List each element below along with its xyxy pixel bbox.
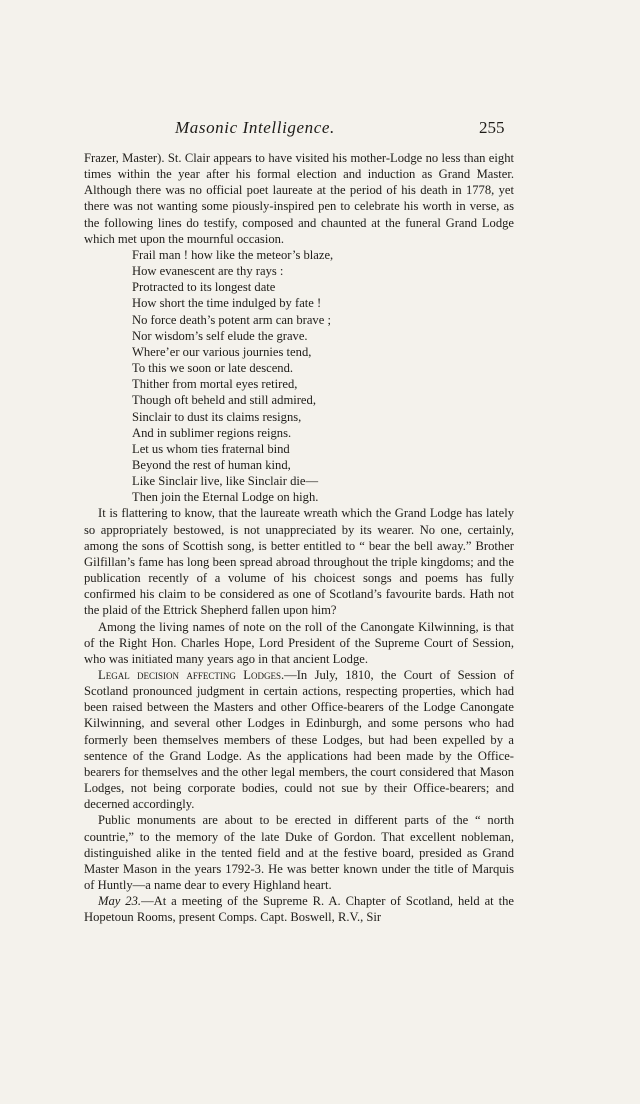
paragraph-canongate: Among the living names of note on the roll of the Canongate Kilwinning, is that of the Right Hon. Charles Hope, Lord President of the Supreme Court of Session, who was initiated many years ago in that ancient Lodge. — [84, 619, 514, 666]
poem-line: Sinclair to dust its claims resigns, — [132, 409, 302, 424]
poem-line: How evanescent are thy rays : — [132, 264, 284, 279]
poem-line: And in sublimer regions reigns. — [132, 425, 292, 440]
poem-line: Let us whom ties fraternal bind — [132, 441, 290, 456]
paragraph-st-clair: Frazer, Master). St. Clair appears to have visited his mother-Lodge no less than eight times within the year after his formal election and induction as Grand Master. Although there was no official poet laureate at the period of his death in 1778, yet there was not wanting some piously-inspired pen to celebrate his worth in verse, as the following lines do testify, composed and chaunted at the funeral Grand Lodge which met upon the mournful occasion. — [84, 151, 514, 246]
poem-line: Then join the Eternal Lodge on high. — [132, 490, 319, 505]
poem-line: Protracted to its longest date — [132, 280, 276, 295]
body-text — [84, 150, 514, 926]
legal-decision-heading: Legal decision affecting Lodges. — [98, 668, 285, 682]
paragraph-monuments: Public monuments are about to be erected in different parts of the “ north countrie,” to the memory of the late Duke of Gordon. That excellent nobleman, distinguished alike in the tented field and at the festive board, presided as Grand Master Mason in the years 1792-3. He was better known under the title of Marquis of Huntly—a name dear to every Highland heart. — [84, 813, 514, 893]
meeting-body: —At a meeting of the Supreme R. A. Chapter of Scotland, held at the Hopetoun Rooms, present Comps. Capt. Boswell, R.V., Sir — [84, 894, 514, 925]
legal-decision-body: —In July, 1810, the Court of Session of Scotland pronounced judgment in certain actions, respecting properties, which had been raised between the Masters and other Office-bearers of the Lodge Canongate Kilwinning, and several other Lodges in Edinburgh, and some persons who had formerly been themselves members of these Lodges, but had been expelled by a sentence of the Grand Lodge. As the applications had been made by the Office-bearers for themselves and the other legal members, the court considered that Mason Lodges, not being corporate bodies, could not sue by their Office-bearers; and decerned accordingly. — [84, 668, 514, 812]
poem-line: Where’er our various journies tend, — [132, 344, 312, 359]
paragraph-laureate: It is flattering to know, that the laureate wreath which the Grand Lodge has lately so appropriately bestowed, is not unappreciated by its wearer. No one, certainly, among the sons of Scottish song, is better entitled to “ bear the bell away.” Brother Gilfillan’s fame has long been spread abroad throughout the triple kingdoms; and the publication recently of a volume of his choicest songs and poems has fully confirmed his claim to be considered as one of Scotland’s favourite bards. Hath not the plaid of the Ettrick Shepherd fallen upon him? — [84, 506, 514, 618]
poem-line: Like Sinclair live, like Sinclair die— — [132, 474, 319, 489]
paragraph-may-23 — [84, 893, 514, 925]
poem-line: How short the time indulged by fate ! — [132, 296, 322, 311]
poem-line: Nor wisdom’s self elude the grave. — [132, 328, 308, 343]
poem-line: Beyond the rest of human kind, — [132, 457, 291, 472]
funeral-poem — [132, 247, 514, 506]
paragraph-legal-decision — [84, 667, 514, 812]
poem-line: Frail man ! how like the meteor’s blaze, — [132, 247, 334, 262]
poem-line: No force death’s potent arm can brave ; — [132, 312, 331, 327]
poem-line: Thither from mortal eyes retired, — [132, 377, 298, 392]
poem-line: To this we soon or late descend. — [132, 361, 294, 376]
date-label: May 23. — [98, 894, 142, 909]
page-number: 255 — [479, 118, 505, 137]
poem-line: Though oft beheld and still admired, — [132, 393, 316, 408]
running-title: Masonic Intelligence. — [175, 118, 335, 137]
page-header — [0, 118, 640, 142]
